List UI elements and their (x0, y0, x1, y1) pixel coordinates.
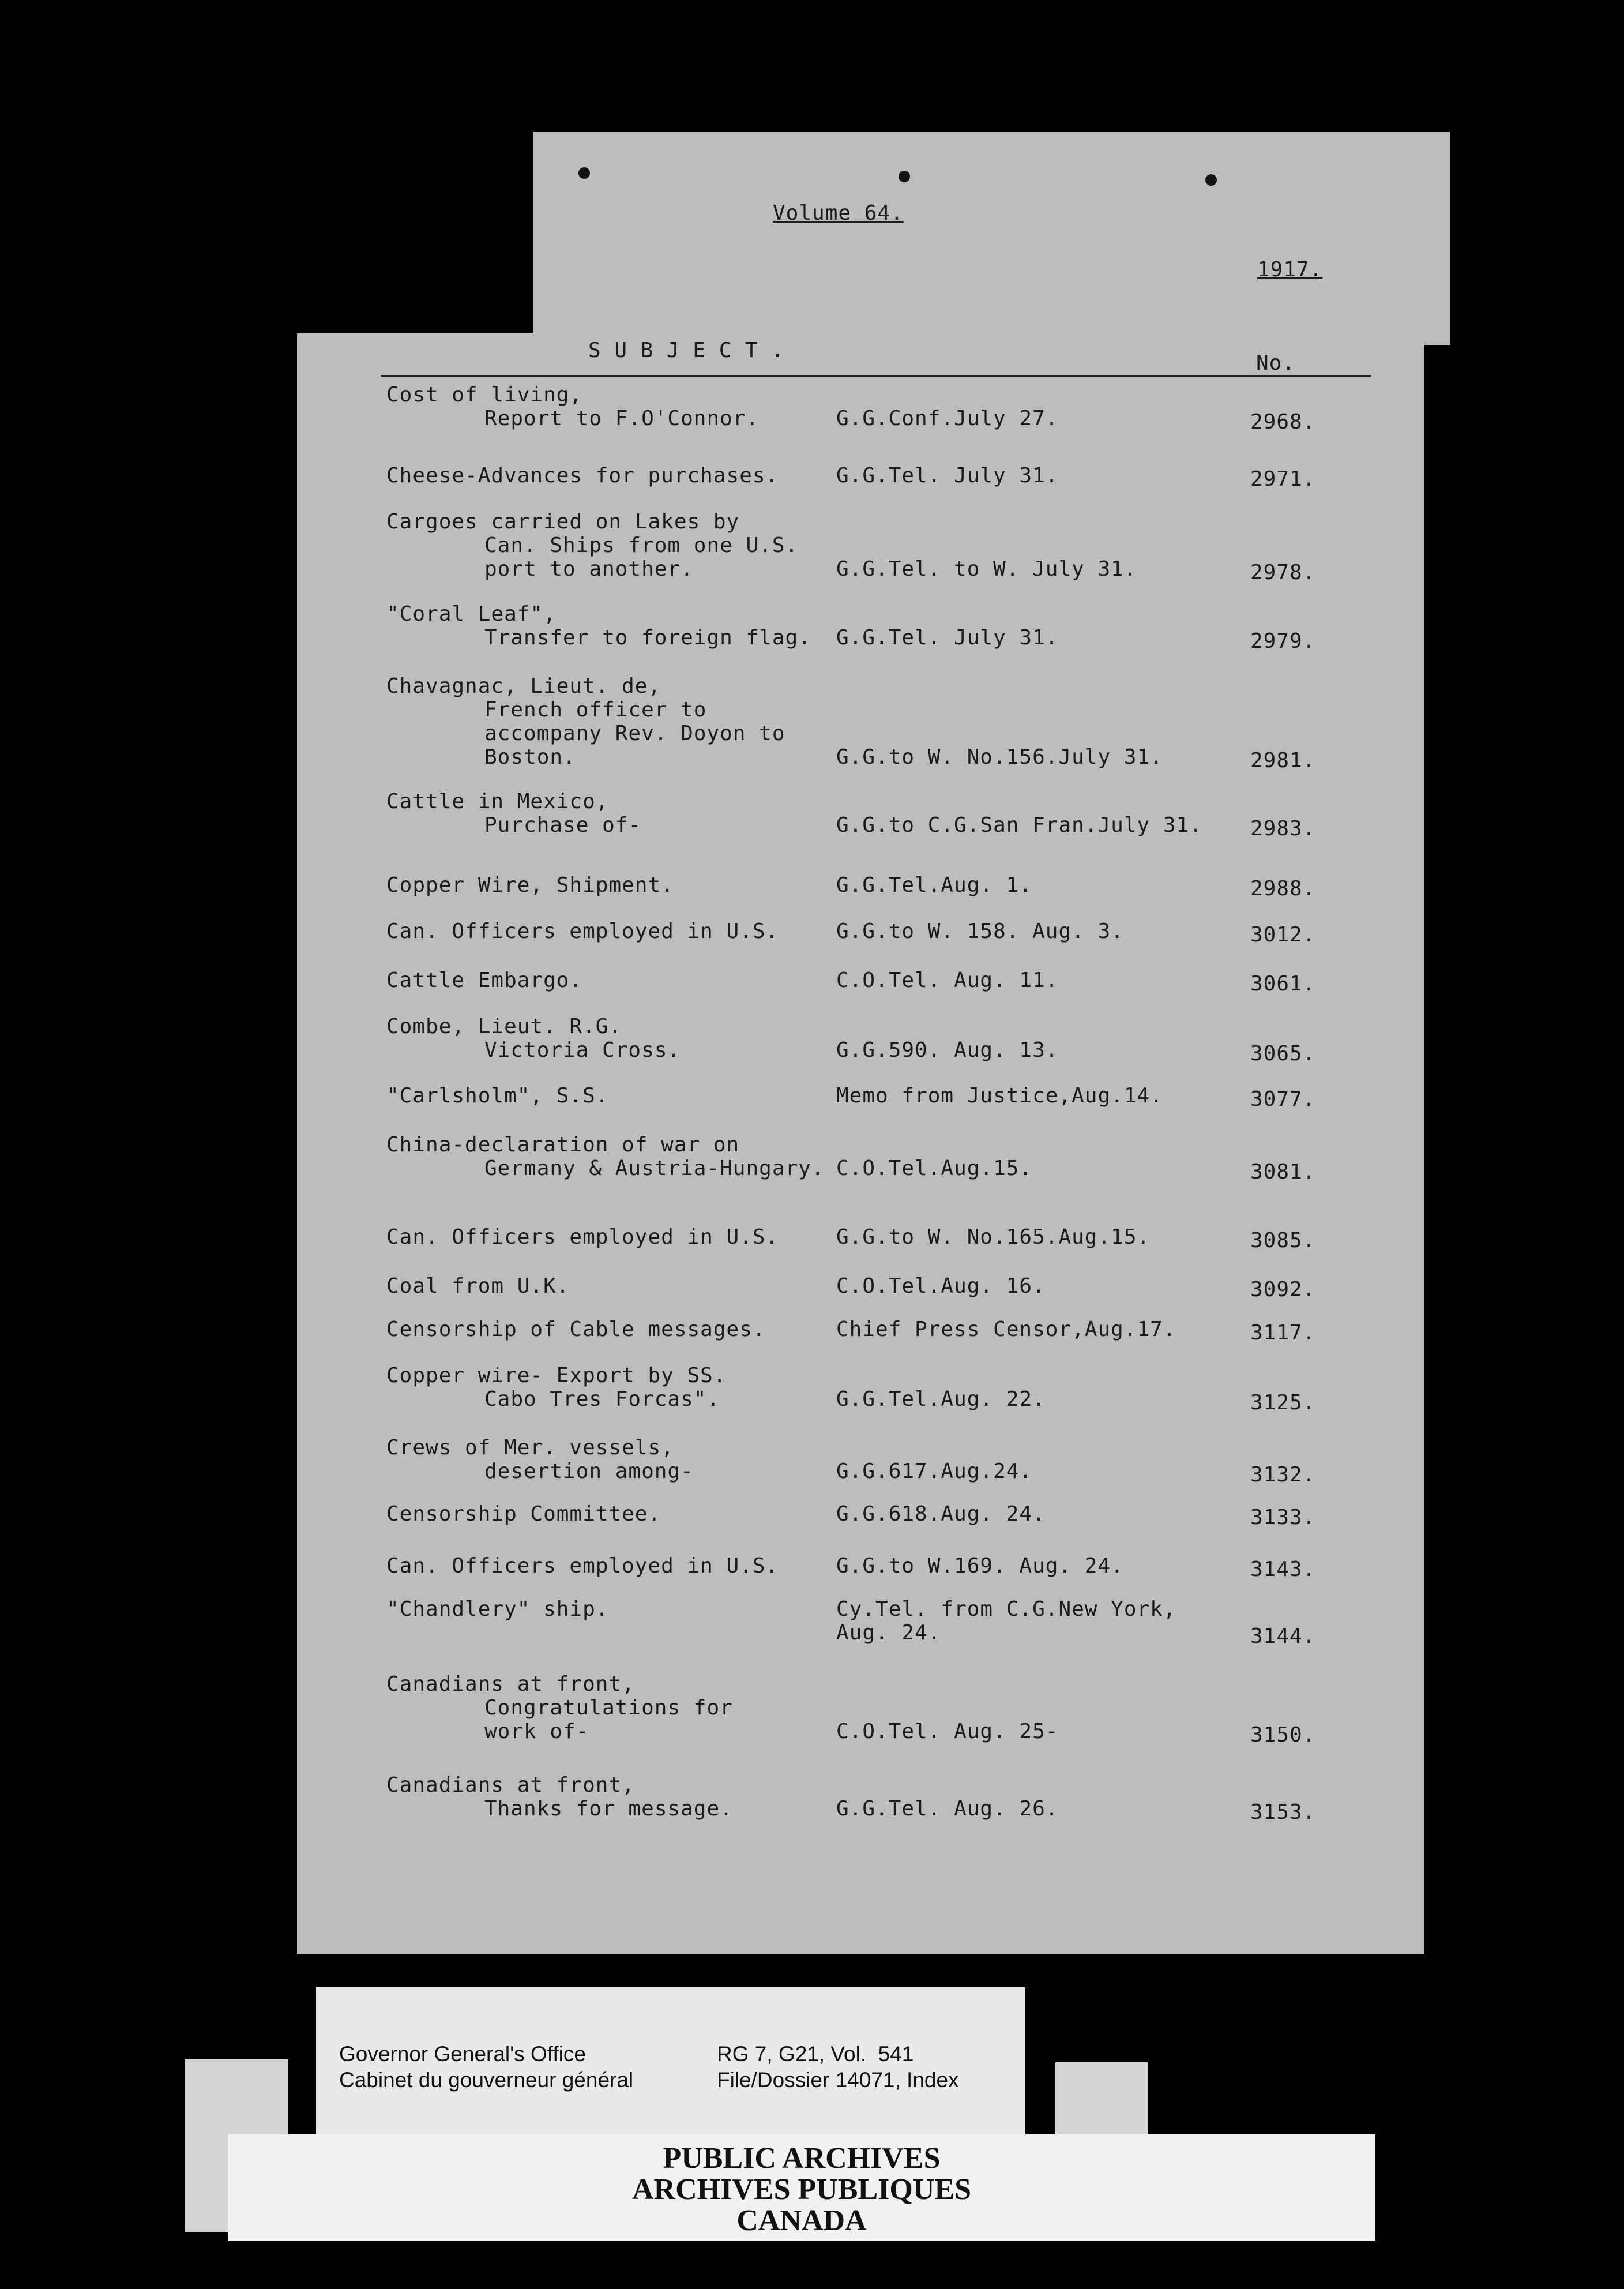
entry-reference: G.G.590. Aug. 13. (836, 1038, 1059, 1062)
entry-reference: C.O.Tel. Aug. 11. (836, 969, 1059, 992)
entry-subject: Can. Officers employed in U.S. (386, 920, 779, 943)
entry-subject: Can. Officers employed in U.S. (386, 1225, 779, 1249)
entry-subject: Censorship Committee. (386, 1502, 661, 1526)
entry-subject-continuation: Purchase of- (484, 813, 642, 837)
entry-number: 3132. (1250, 1463, 1316, 1487)
entry-subject-continuation: French officer to (484, 698, 707, 722)
entry-reference: G.G.Conf.July 27. (836, 407, 1059, 430)
entry-subject-continuation: Congratulations for (484, 1696, 733, 1720)
entry-reference: G.G.Tel. Aug. 26. (836, 1797, 1059, 1821)
entry-number: 3012. (1250, 923, 1316, 947)
entry-reference-continuation: Aug. 24. (836, 1621, 941, 1645)
entry-number: 2983. (1250, 817, 1316, 840)
entry-subject: Cattle in Mexico, (386, 790, 609, 813)
entry-number: 3153. (1250, 1800, 1316, 1824)
entry-subject: "Coral Leaf", (386, 602, 557, 626)
entry-subject: Cost of living, (386, 383, 583, 407)
entry-reference: G.G.to C.G.San Fran.July 31. (836, 813, 1202, 837)
entry-reference: G.G.618.Aug. 24. (836, 1502, 1046, 1526)
entry-number: 3117. (1250, 1321, 1316, 1345)
stamp-line-2: ARCHIVES PUBLIQUES (631, 2173, 972, 2206)
entry-reference: Cy.Tel. from C.G.New York, (836, 1597, 1176, 1621)
entry-reference: G.G.Tel. July 31. (836, 626, 1059, 650)
entry-subject: Coal from U.K. (386, 1274, 570, 1298)
entry-subject: Censorship of Cable messages. (386, 1318, 766, 1341)
entry-number: 3125. (1250, 1391, 1316, 1414)
punch-hole (578, 167, 590, 179)
entry-subject: "Chandlery" ship. (386, 1597, 609, 1621)
entry-reference: G.G.Tel. to W. July 31. (836, 557, 1137, 581)
entry-subject-continuation: Thanks for message. (484, 1797, 733, 1821)
entry-subject-continuation: desertion among- (484, 1459, 694, 1483)
stamp-line-3: CANADA (736, 2204, 867, 2237)
archives-stamp (228, 2134, 1375, 2241)
office-french: Cabinet du gouverneur général (339, 2068, 634, 2092)
subject-heading: S U B J E C T . (588, 339, 785, 362)
entry-reference: C.O.Tel.Aug. 16. (836, 1274, 1046, 1298)
entry-number: 3065. (1250, 1042, 1316, 1065)
entry-subject: Cheese-Advances for purchases. (386, 464, 779, 487)
entry-number: 3085. (1250, 1229, 1316, 1252)
entry-subject-continuation: Germany & Austria-Hungary. (484, 1157, 825, 1180)
entry-subject: China-declaration of war on (386, 1133, 740, 1157)
entry-reference: Memo from Justice,Aug.14. (836, 1084, 1163, 1108)
entry-reference: G.G.Tel.Aug. 1. (836, 873, 1033, 897)
entry-subject: Crews of Mer. vessels, (386, 1436, 674, 1459)
year: 1917. (1257, 258, 1323, 282)
entry-subject: Cattle Embargo. (386, 969, 583, 992)
entry-subject: Chavagnac, Lieut. de, (386, 674, 661, 698)
entry-subject: Copper wire- Export by SS. (386, 1364, 727, 1387)
entry-reference: Chief Press Censor,Aug.17. (836, 1318, 1176, 1341)
catalog-label (316, 1987, 1025, 2143)
entry-subject-continuation: Transfer to foreign flag. (484, 626, 811, 650)
entry-reference: G.G.to W. 158. Aug. 3. (836, 920, 1124, 943)
entry-number: 3133. (1250, 1506, 1316, 1529)
entry-number: 3077. (1250, 1087, 1316, 1111)
entry-reference: C.O.Tel. Aug. 25- (836, 1720, 1059, 1743)
entry-reference: G.G.617.Aug.24. (836, 1459, 1033, 1483)
entry-subject: Canadians at front, (386, 1773, 635, 1797)
entry-reference: G.G.Tel. July 31. (836, 464, 1059, 487)
entry-subject-continuation: Report to F.O'Connor. (484, 407, 760, 430)
document-page-top (533, 132, 1450, 345)
entry-number: 3144. (1250, 1624, 1316, 1648)
entry-number: 3150. (1250, 1723, 1316, 1747)
entry-subject-continuation: Can. Ships from one U.S. (484, 534, 799, 557)
entry-number: 3081. (1250, 1160, 1316, 1184)
punch-hole (899, 171, 910, 182)
entry-subject-continuation: work of- (484, 1720, 589, 1743)
entry-subject: Canadians at front, (386, 1672, 635, 1696)
entry-number: 2988. (1250, 877, 1316, 900)
entry-number: 2978. (1250, 561, 1316, 584)
entry-subject-continuation: port to another. (484, 557, 694, 581)
entry-reference: G.G.to W. No.165.Aug.15. (836, 1225, 1151, 1249)
entry-subject: "Carlsholm", S.S. (386, 1084, 609, 1108)
entry-number: 2981. (1250, 749, 1316, 772)
entry-reference: G.G.Tel.Aug. 22. (836, 1387, 1046, 1411)
entry-reference: C.O.Tel.Aug.15. (836, 1157, 1033, 1180)
entry-number: 3061. (1250, 972, 1316, 996)
entry-subject: Combe, Lieut. R.G. (386, 1015, 622, 1038)
punch-hole (1205, 174, 1217, 186)
entry-number: 3143. (1250, 1558, 1316, 1581)
entry-subject: Copper Wire, Shipment. (386, 873, 674, 897)
file-reference: File/Dossier 14071, Index (717, 2068, 959, 2092)
entry-subject-continuation: Victoria Cross. (484, 1038, 681, 1062)
stamp-line-1: PUBLIC ARCHIVES (663, 2142, 941, 2175)
entry-subject: Can. Officers employed in U.S. (386, 1554, 779, 1578)
entry-number: 2971. (1250, 467, 1316, 491)
entry-number: 3092. (1250, 1278, 1316, 1301)
entry-subject-continuation: Boston. (484, 745, 576, 769)
entry-number: 2968. (1250, 410, 1316, 434)
entry-subject: Cargoes carried on Lakes by (386, 510, 740, 534)
entry-number: 2979. (1250, 629, 1316, 653)
office-english: Governor General's Office (339, 2042, 586, 2066)
heading-rule (381, 375, 1371, 377)
volume-title: Volume 64. (773, 201, 904, 225)
entry-subject-continuation: accompany Rev. Doyon to (484, 722, 785, 745)
entry-reference: G.G.to W.169. Aug. 24. (836, 1554, 1124, 1578)
record-group-reference: RG 7, G21, Vol. 541 (717, 2042, 914, 2066)
entry-subject-continuation: Cabo Tres Forcas". (484, 1387, 720, 1411)
number-heading: No. (1256, 351, 1296, 375)
entry-reference: G.G.to W. No.156.July 31. (836, 745, 1163, 769)
